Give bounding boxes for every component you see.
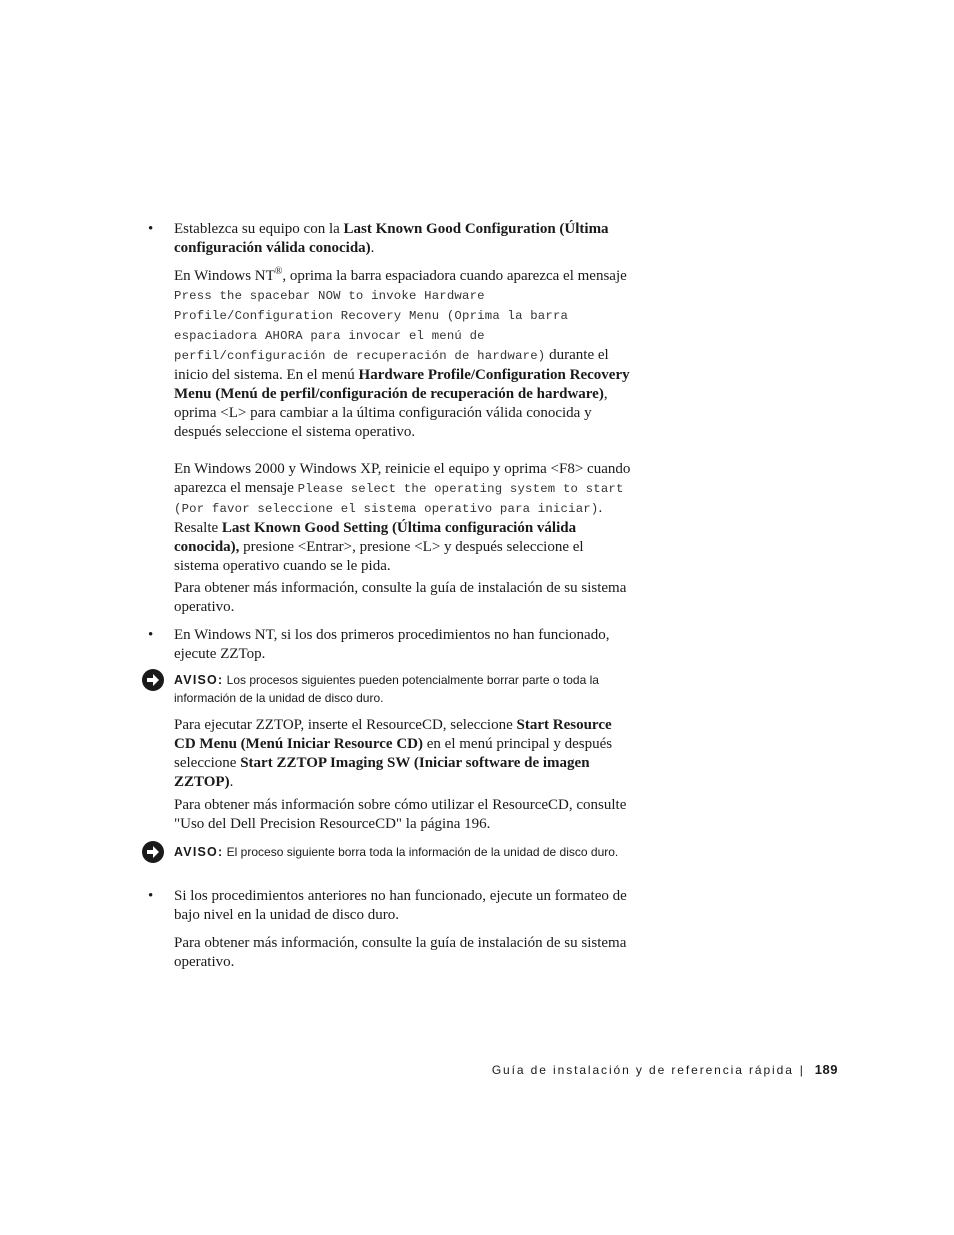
bullet-item-zztop: En Windows NT, si los dos primeros procedimientos no han funcionado, ejecute ZZTop. (174, 627, 610, 662)
text-run: durante el inicio del sistema. En el menú (174, 347, 609, 383)
text-run: . Resalte (174, 500, 603, 536)
text-run: , oprima <L> para cambiar a la última configuración válida conocida y después seleccione el sistema operativo. (174, 386, 608, 440)
text-run: . (229, 774, 234, 790)
bullet-item-low-level-format: Si los procedimientos anteriores no han funcionado, ejecute un formateo de bajo nivel en la unidad de disco duro. (174, 888, 627, 923)
paragraph-windows-2000-xp (174, 460, 632, 576)
bold-term: Hardware Profile/Configuration Recovery Menu (Menú de perfil/configuración de recuperación de hardware) (174, 367, 630, 402)
notice-text: El proceso siguiente borra toda la información de la unidad de disco duro. (223, 845, 619, 859)
bullet-marker: • (148, 627, 154, 643)
footer-separator: | (799, 1063, 805, 1077)
notice-label: AVISO: (174, 673, 224, 687)
notice-text: Los procesos siguientes pueden potencialmente borrar parte o toda la información de la unidad de disco duro. (174, 673, 599, 705)
text-run: Establezca su equipo con la (174, 221, 344, 237)
notice-label: AVISO: (174, 845, 224, 859)
system-message-code: Please select the operating system to start (Por favor seleccione el sistema operativo para iniciar) (174, 482, 624, 516)
registered-mark: ® (274, 266, 283, 277)
bullet-marker: • (148, 888, 154, 904)
text-run: , oprima la barra espaciadora cuando aparezca el mensaje (282, 268, 627, 284)
bold-term: Last Known Good Configuration (Última configuración válida conocida) (174, 221, 609, 256)
bullet-marker: • (148, 221, 154, 237)
text-run: Para ejecutar ZZTOP, inserte el ResourceCD, seleccione (174, 717, 517, 733)
notice-arrow-icon (142, 841, 164, 863)
paragraph-run-zztop (174, 716, 632, 792)
bullet-item-last-known-good (174, 220, 632, 258)
notice-aviso-2 (174, 843, 632, 861)
text-run: presione <Entrar>, presione <L> y después seleccione el sistema operativo cuando se le pida. (174, 539, 584, 574)
text-run: En Windows 2000 y Windows XP, reinicie el equipo y oprima <F8> cuando aparezca el mensaje (174, 461, 631, 496)
paragraph-more-info-2: Para obtener más información, consulte la guía de instalación de su sistema operativo. (174, 935, 627, 970)
notice-arrow-icon (142, 669, 164, 691)
bold-term: Start Resource CD Menu (Menú Iniciar Resource CD) (174, 717, 612, 752)
text-run: en el menú principal y después seleccione (174, 736, 613, 771)
bold-term: Start ZZTOP Imaging SW (Iniciar software de imagen ZZTOP) (174, 755, 590, 790)
system-message-code: Press the spacebar NOW to invoke Hardware Profile/Configuration Recovery Menu (Oprima la barra espaciadora AHORA para invocar el menú de perfil/configuración de recuperación de hardware) (174, 289, 569, 363)
paragraph-resourcecd-info: Para obtener más información sobre cómo utilizar el ResourceCD, consulte "Uso del Dell Precision ResourceCD" la página 196. (174, 797, 627, 832)
footer-title: Guía de instalación y de referencia rápida (491, 1063, 794, 1077)
paragraph-windows-nt (174, 267, 632, 442)
bold-term: Last Known Good Setting (Última configuración válida conocida), (174, 520, 577, 555)
page-footer (400, 1061, 838, 1079)
text-run: En Windows NT (174, 268, 275, 284)
page-number: 189 (814, 1062, 838, 1077)
notice-aviso-1 (174, 671, 632, 707)
text-run: . (370, 240, 375, 256)
paragraph-more-info: Para obtener más información, consulte la guía de instalación de su sistema operativo. (174, 580, 627, 615)
